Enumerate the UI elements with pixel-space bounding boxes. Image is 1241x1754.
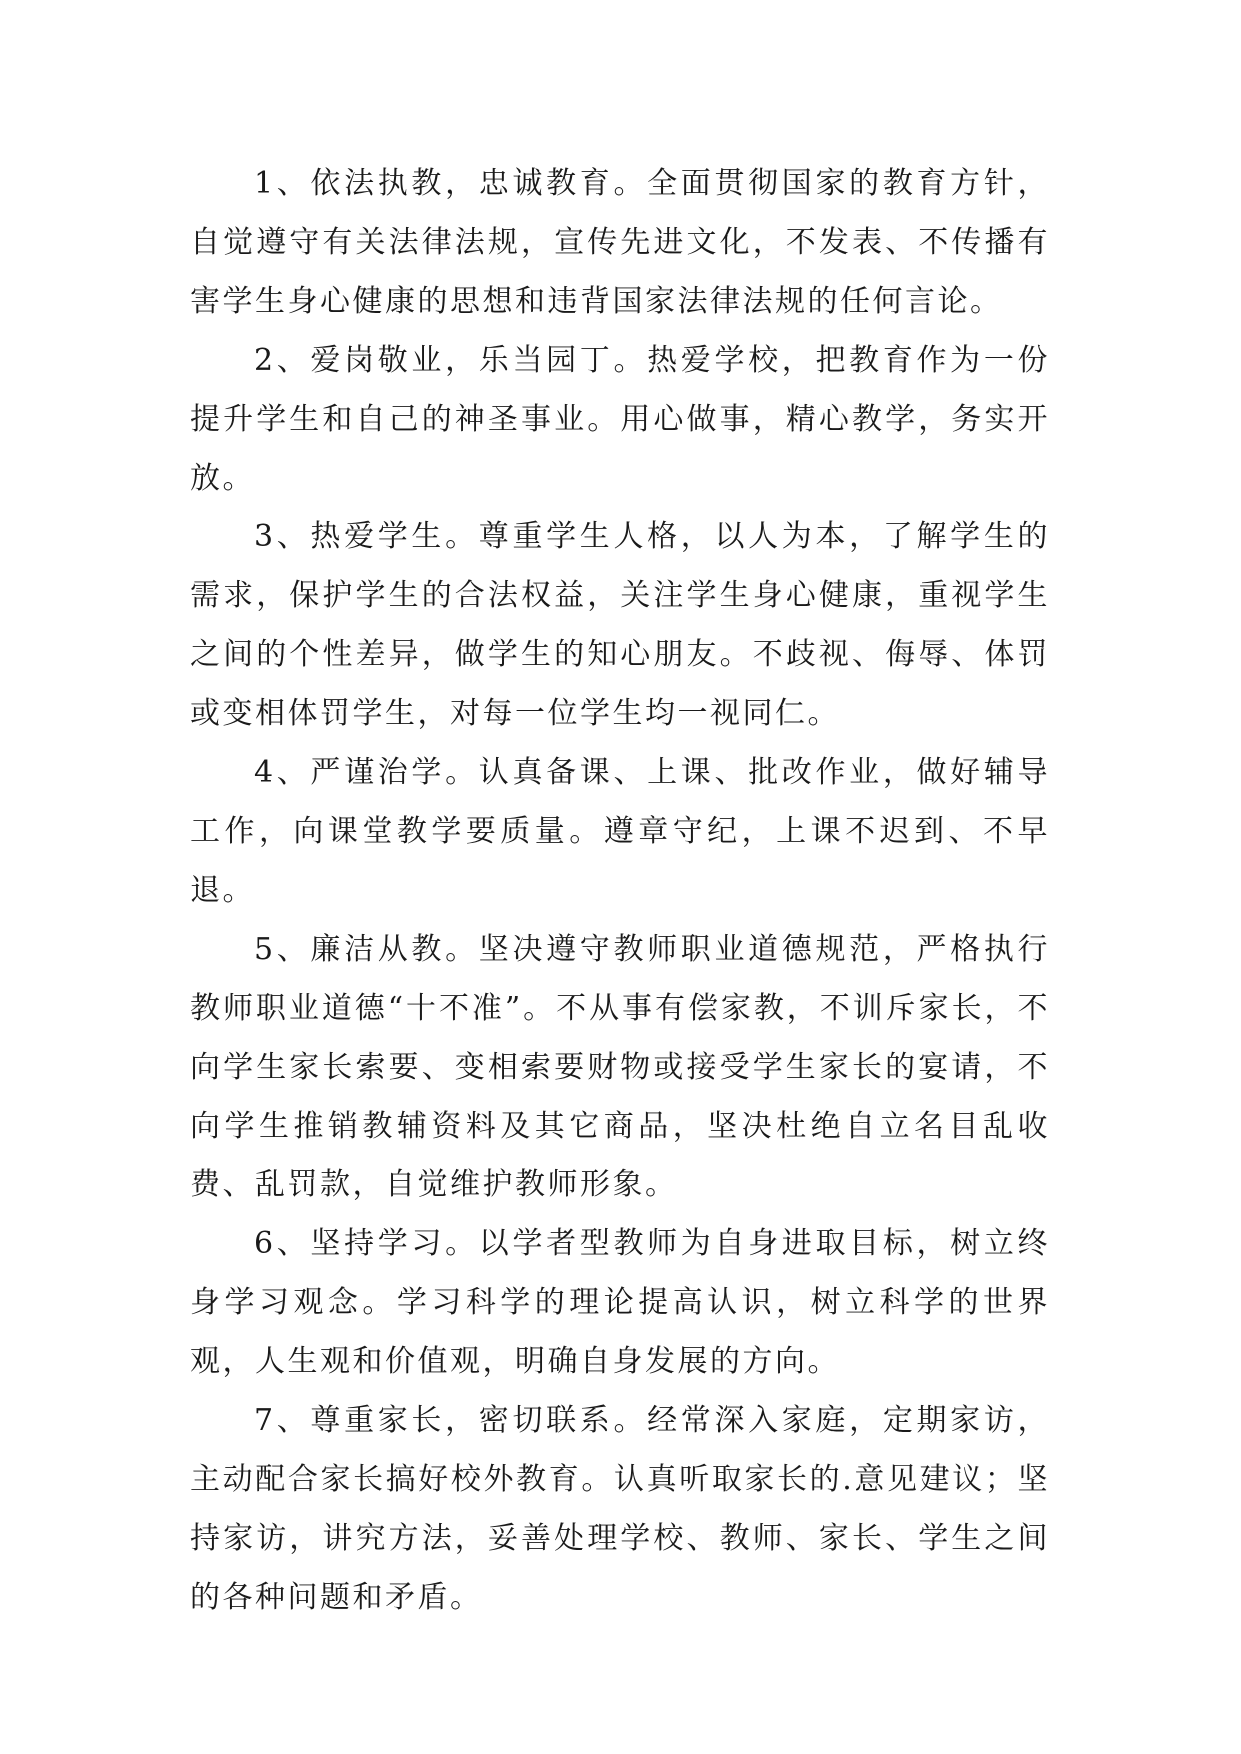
paragraph-2: 2、爱岗敬业，乐当园丁。热爱学校，把教育作为一份提升学生和自己的神圣事业。用心做事，精心教学，务实开放。 (190, 342, 1050, 496)
paragraph-3: 3、热爱学生。尊重学生人格，以人为本，了解学生的需求，保护学生的合法权益，关注学生身心健康，重视学生之间的个性差异，做学生的知心朋友。不歧视、侮辱、体罚或变相体罚学生，对每一位学生均一视同仁。 (190, 519, 1050, 732)
paragraph-4: 4、严谨治学。认真备课、上课、批改作业，做好辅导工作，向课堂教学要质量。遵章守纪，上课不迟到、不早退。 (190, 755, 1050, 908)
paragraph-1: 1、依法执教，忠诚教育。全面贯彻国家的教育方针，自觉遵守有关法律法规，宣传先进文化，不发表、不传播有害学生身心健康的思想和违背国家法律法规的任何言论。 (190, 166, 1050, 319)
paragraph-5: 5、廉洁从教。坚决遵守教师职业道德规范，严格执行教师职业道德“十不准”。不从事有偿家教，不训斥家长，不向学生家长索要、变相索要财物或接受学生家长的宴请，不向学生推销教辅资料及其它商品，坚决杜绝自立名目乱收费、乱罚款，自觉维护教师形象。 (190, 931, 1050, 1203)
paragraph-6: 6、坚持学习。以学者型教师为自身进取目标，树立终身学习观念。学习科学的理论提高认识，树立科学的世界观，人生观和价值观，明确自身发展的方向。 (190, 1226, 1050, 1380)
paragraph-7: 7、尊重家长，密切联系。经常深入家庭，定期家访，主动配合家长搞好校外教育。认真听取家长的.意见建议；坚持家访，讲究方法，妥善处理学校、教师、家长、学生之间的各种问题和矛盾。 (190, 1403, 1050, 1615)
document-body (190, 155, 1050, 1628)
